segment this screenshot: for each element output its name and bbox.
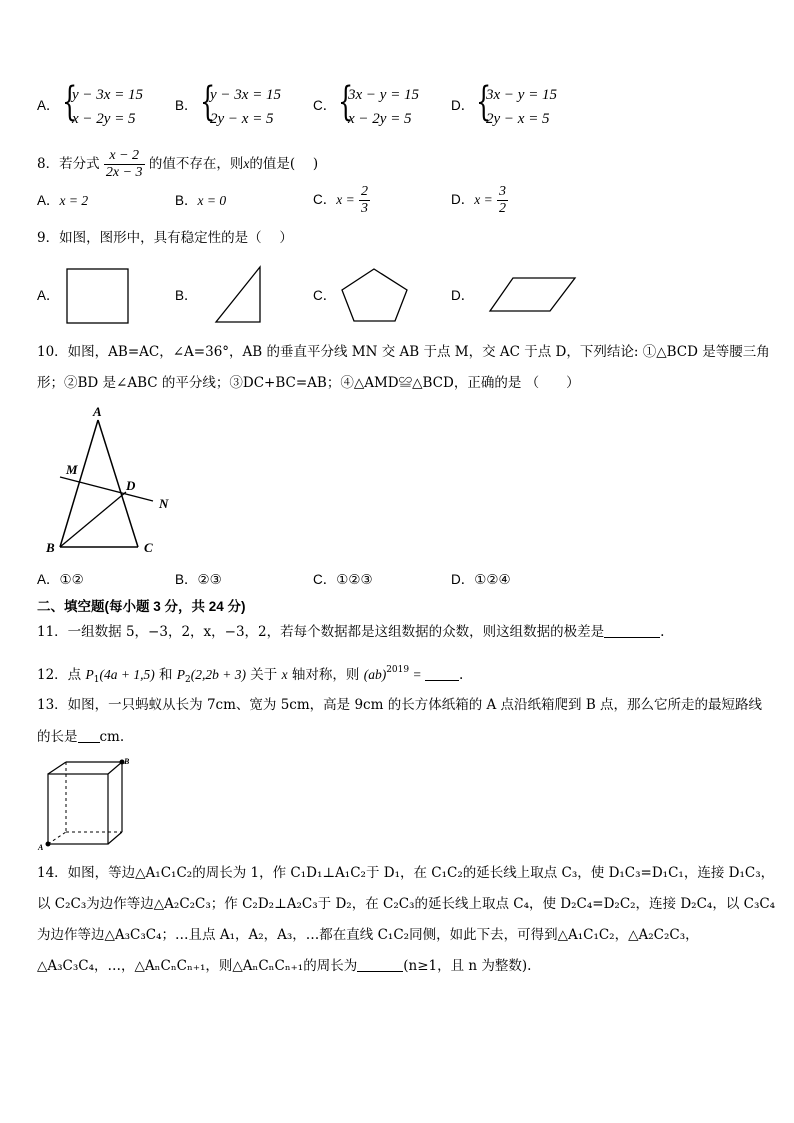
q7-option-d-eq1: 3x − y = 15: [486, 87, 558, 103]
q12-p2: P: [176, 667, 186, 682]
box-edge-top-left: [48, 762, 66, 774]
q12-p2-sub: 2: [185, 675, 191, 685]
q14-line4-suffix: (n≥1，且 n 为整数).: [403, 958, 532, 974]
q12-p1-sub: 1: [93, 675, 100, 685]
q10-option-d-label: D．: [451, 572, 475, 587]
q12-stem: [37, 660, 463, 690]
box-hidden-diagonal: [48, 832, 66, 844]
q14-stem-line4: [37, 956, 531, 976]
q7-option-b-label[interactable]: B．: [175, 98, 198, 113]
q10-option-d[interactable]: [451, 570, 511, 590]
side-ab: [60, 420, 98, 547]
q11-end: .: [660, 624, 665, 640]
label-a: A: [38, 843, 44, 852]
q7-option-d-eq2: 2y − x = 5: [486, 111, 550, 127]
q13-answer-blank[interactable]: [78, 728, 100, 743]
q7-option-a-brace: {: [62, 79, 78, 125]
q8-fraction: [104, 148, 145, 181]
q8-option-d-lhs: x =: [474, 192, 493, 207]
triangle-shape: [216, 267, 260, 322]
q10-option-b-text: ②③: [197, 572, 222, 588]
q8-option-d[interactable]: [451, 184, 508, 217]
q8-option-c-den: 3: [361, 201, 369, 216]
q8-option-d-label: D．: [451, 192, 475, 207]
box-edge-bottom-right: [108, 832, 122, 844]
q7-option-c-brace: {: [338, 79, 354, 125]
q10-triangle-figure: [40, 400, 180, 560]
line-mn: [60, 477, 153, 501]
q13-line2-prefix: 的长是: [37, 729, 78, 745]
q8-option-b-text: x = 0: [197, 193, 227, 208]
label-m: M: [66, 462, 78, 477]
q12-eq: =: [409, 667, 425, 682]
q9-option-c-label[interactable]: C．: [313, 288, 337, 303]
label-a: A: [93, 404, 102, 419]
label-n: N: [159, 496, 169, 511]
box-edge-top-right: [108, 762, 122, 774]
q8-option-c-label: C．: [313, 192, 337, 207]
label-b: B: [124, 757, 130, 766]
q8-frac-num: x − 2: [104, 148, 145, 165]
q8-option-d-frac: [497, 184, 508, 217]
q10-stem-line1: 10．如图，AB=AC，∠A=36°，AB 的垂直平分线 MN 交 AB 于点 M，交 AC 于点 D，下列结论: ①△BCD 是等腰三角: [37, 344, 770, 360]
q12-p2-coord: (2,2b + 3): [190, 667, 247, 682]
q8-option-b[interactable]: [175, 191, 226, 211]
q7-option-a-eq1: y − 3x = 15: [72, 87, 144, 103]
q8-option-d-den: 2: [499, 201, 507, 216]
q7-option-d-label[interactable]: D．: [451, 98, 475, 113]
q8-var: x: [243, 156, 250, 171]
q8-option-c-num: 2: [361, 184, 369, 199]
q14-answer-blank[interactable]: [357, 957, 403, 972]
q12-p1: P: [85, 667, 94, 682]
q8-mid: 的值不存在，则: [148, 156, 244, 172]
q9-triangle-figure: [214, 266, 262, 324]
q8-option-d-num: 3: [499, 184, 507, 199]
q8-option-c-frac: [359, 184, 370, 217]
q9-stem: 9．如图，图形中，具有稳定性的是（ ）: [37, 230, 293, 246]
q7-option-c-eq1: 3x − y = 15: [348, 87, 420, 103]
q14-stem-line2: 以 C₂C₃为边作等边△A₂C₂C₃；作 C₂D₂⊥A₂C₃于 D₂，在 C₂C₃的延长线上取点 C₄，使 D₂C₄=D₂C₂，连接 D₂C₄，以 C₃C₄: [37, 896, 776, 912]
q12-exp: 2019: [386, 665, 410, 675]
parallelogram-shape: [490, 278, 575, 311]
q10-option-a-label: A．: [37, 572, 60, 587]
q12-expr: (ab): [363, 667, 387, 682]
q9-option-a-label[interactable]: A．: [37, 288, 60, 303]
q12-answer-blank[interactable]: [425, 666, 459, 681]
q10-option-c-text: ①②③: [336, 572, 373, 588]
q12-and: 和: [154, 667, 177, 683]
q13-stem-line2: [37, 727, 124, 747]
q11-answer-blank[interactable]: [604, 623, 660, 638]
q7-option-b-eq2: 2y − x = 5: [210, 111, 274, 127]
box-front-face: [48, 774, 108, 844]
q7-option-c-label[interactable]: C．: [313, 98, 337, 113]
q9-pentagon-figure: [340, 267, 410, 323]
q8-prefix: 8．若分式: [37, 156, 100, 172]
q10-option-a-text: ①②: [59, 572, 84, 588]
q10-stem-line2: 形；②BD 是∠ABC 的平分线；③DC+BC=AB；④△AMD≌△BCD，正确的是 （ ）: [37, 375, 580, 391]
q10-option-a[interactable]: [37, 570, 84, 590]
q10-option-b[interactable]: [175, 570, 222, 590]
q10-option-c[interactable]: [313, 570, 373, 590]
q12-mid: 关于: [246, 667, 282, 683]
q8-option-a-text: x = 2: [59, 193, 89, 208]
q9-option-d-label[interactable]: D．: [451, 288, 475, 303]
q10-option-c-label: C．: [313, 572, 337, 587]
q7-option-b-eq1: y − 3x = 15: [210, 87, 282, 103]
label-c: C: [144, 540, 153, 555]
q14-stem-line3: 为边作等边△A₃C₃C₄；…且点 A₁，A₂，A₃，…都在直线 C₁C₂同侧，如此下去，可得到△A₁C₁C₂，△A₂C₂C₃，: [37, 927, 699, 943]
q8-option-a-label: A．: [37, 193, 60, 208]
q8-option-a[interactable]: [37, 191, 88, 211]
q12-p1-coord: (4a + 1,5): [99, 667, 155, 682]
q13-box-figure: [38, 758, 130, 850]
q14-stem-line1: 14．如图，等边△A₁C₁C₂的周长为 1，作 C₁D₁⊥A₁C₂于 D₁，在 C₁C₂的延长线上取点 C₃，使 D₁C₃=D₁C₁，连接 D₁C₃，: [37, 865, 775, 881]
q8-stem: [37, 148, 318, 181]
q9-option-b-label[interactable]: B．: [175, 288, 198, 303]
q11-text: 11．一组数据 5，−3，2，x，−3，2，若每个数据都是这组数据的众数，则这组数据的极差是: [37, 624, 605, 640]
square-shape: [67, 269, 128, 323]
point-a-dot: [46, 842, 51, 847]
segment-bd: [60, 492, 126, 547]
q10-option-b-label: B．: [175, 572, 198, 587]
q12-var: x: [281, 667, 288, 682]
q13-stem-line1: 13．如图，一只蚂蚁从长为 7cm、宽为 5cm，高是 9cm 的长方体纸箱的 A 点沿纸箱爬到 B 点，那么它所走的最短路线: [37, 697, 763, 713]
q13-line2-suffix: cm.: [99, 729, 125, 745]
q8-option-c-lhs: x =: [336, 192, 355, 207]
q7-option-a-label[interactable]: A．: [37, 98, 60, 113]
q11-stem: [37, 622, 664, 642]
q8-option-c[interactable]: [313, 184, 370, 217]
label-b: B: [46, 540, 55, 555]
q10-option-d-text: ①②④: [474, 572, 511, 588]
q7-option-b-brace: {: [200, 79, 216, 125]
q14-line4-prefix: △A₃C₃C₄，…，△AₙCₙCₙ₊₁，则△AₙCₙCₙ₊₁的周长为: [37, 958, 358, 974]
q9-parallelogram-figure: [488, 276, 578, 314]
q12-prefix: 12．点: [37, 667, 86, 683]
pentagon-shape: [342, 269, 407, 321]
q12-axis: 轴对称，则: [287, 667, 364, 683]
q8-suffix: 的值是( ): [249, 156, 319, 172]
q8-frac-den: 2x − 3: [105, 165, 143, 180]
section-2-title: 二、填空题(每小题 3 分，共 24 分): [37, 599, 246, 614]
q12-end: .: [458, 667, 464, 683]
q7-option-d-brace: {: [476, 79, 492, 125]
q9-square-figure: [66, 268, 130, 324]
label-d: D: [126, 478, 136, 493]
q7-option-c-eq2: x − 2y = 5: [348, 111, 412, 127]
q7-option-a-eq2: x − 2y = 5: [72, 111, 136, 127]
q8-option-b-label: B．: [175, 193, 198, 208]
